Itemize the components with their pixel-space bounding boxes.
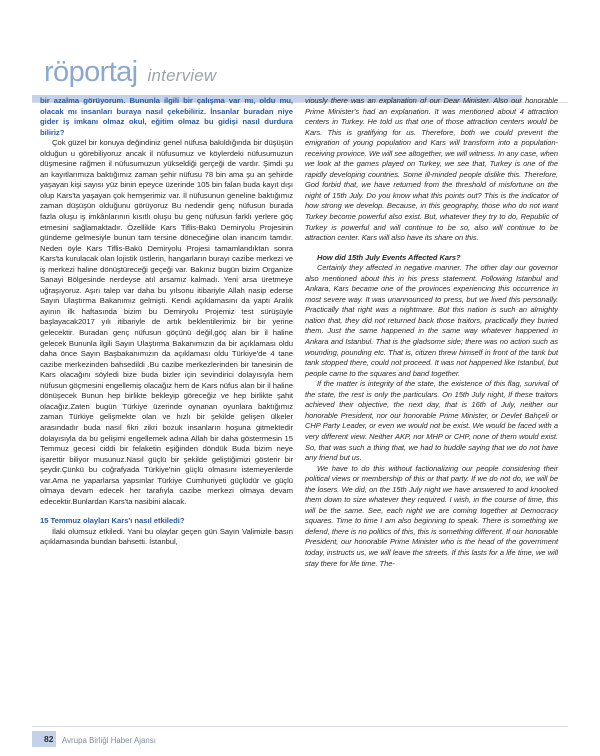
english-question-1: How did 15th July Events Affected Kars? — [317, 252, 461, 262]
english-text-column — [305, 96, 558, 714]
page-number: 82 — [44, 734, 54, 744]
paragraph-spacer — [305, 244, 558, 253]
page-masthead — [0, 28, 600, 88]
turkish-text-column — [40, 96, 293, 714]
footer-divider-line — [32, 726, 568, 727]
turkish-answer-paragraph-2: İlaki olumsuz etkiledi. Yani bu olaylar geçen gün Sayın Valimizle basın açıklamasında bundan bahsetti. İstanbul, — [40, 526, 293, 547]
masthead-text-group — [44, 58, 216, 87]
page-title: röportaj — [44, 56, 138, 88]
english-paragraph-1: viously there was an explanation of our Dear Minister. Also our honorable Prime Minister's had an explanation. It was mentioned about 4 attraction centers in Turkey. He told us that one of those attraction centers would be Kars. This is gratifying for us. Therefore, both we could prevent the emigration of young population and Kars will transform into a population-receiving province. We will see altogether, we will witness. In any case, when we look at the games played on Turkey, we see that, Turkey is one of the rapidly developing countries. Some ill-minded people dislike this. Therefore, God forbid that, we have returned from the threshold of misfortune on the night of 15th July. Do you know what this points out? This is the indicator of how strong we develop. Because, in this geography, those who do not want Turkey become powerful also exist. But, whatever they try to do, Republic of Turkey is powerful and will continue to be so, also will continue to be attraction center. Kars will also have its share on this. — [305, 96, 558, 243]
page-subtitle: interview — [147, 66, 217, 85]
turkish-answer-paragraph-1: Çok güzel bir konuya değindiniz genel nüfusa bakıldığında bir düşüşün olduğun u görebiliyoruz ancak il nüfusumuz ve köylerdeki nüfusumuzun düşmesine rağmen il nüfusumuzun yükseldiği gerçeği de vardır. Şimdi şu an kayıtlarımıza baktığımız zaman şehir nüfusu 78 bin ama şu an şehirde yaşayan kişi sayısı yüz binin epeyce üzerinde 105 bin falan buda kayıt dışı olup Kars'ta yaşayan çok hemşerimiz var. İl nüfusunun geneline baktığımız zaman düşüşün olduğunu görüyoruz Bu nedendir genç nüfusun burada fazla oluşu iş imkânlarının kısıtlı oluşu bu genç nüfusun farklı yerlere göç etmesini sağlamaktadır. Özellikle Kars Tiflis-Bakü Demiryolu Projesinin gündeme gelmesiyle bunun tam tersine döneceğine olan inancım tamdır. Neden öyle Kars Tiflis-Bakü Demiryolu Projesi tamamlandıktan sonra Kars'ta kurulacak olan lojistik üstlerin, hangarların burayı cazibe merkezi ve iş merkezi haline dönüştüreceği geçeği var. Bakınız bugün bizim Organize Sanayi Bölgesinde nerdeyse atıl arsamız kalmadı. Yeni arsa üretmeye uğraşıyoruz. Aşırı talep var daha bu yılsonu itibariyle Allah nasip ederse Sayın Ulaştırma Bakanımız gelmişti. Kendi açıklamasını da yaptı Aralık ayının ilk haftasında bizim bu Demiryolu Projemiz test sürüşüyle başlayacak2017 yılı itibariyle de artık beklentilerimiz bir bir yerine gelecektir. Buradan genç nüfusun göçünü değil,göç alan bir il haline gelecek Bununla ilgili Sayın Ulaştırma Bakanımızın da bir açıklaması oldu daha önce Sayın Başbakanımızın da açıklaması oldu Türkiye'de 4 tane cazibe merkezinden bahsedildi .Bu cazibe merkezlerinden bir tanesinin de Kars olacağını söyledi bize buda bizler için sevindirici dolayısıyla hem nüfusun göçmesini engellemiş olacağız hem de Kars nüfus alan bir il haline dönüşecek Bunun hep birlikte bekleyip göreceğiz ve hep birlikte şahit olacağız.Zaten bugün Türkiye üzerinde oynanan oyunlara baktığımız zaman Türkiye gelişmekte olan ve hızlı bir şekilde gelişen ülkeler arasındadır buda nasıl fikri zikri bozuk insanların hoşuna gitmektedir dolayısıyla da bu gelişimi engellemek adına Allah bir daha göstermesin 15 Temmuz gecesi ciddi bir felaketin eşiğinden döndük Buda bizim neye işarettir biliyor musunuz.Nasıl güçlü bir şekilde geliştiğimizi gösterir bir şeydir.Çünkü bu coğrafyada Türkiye'nin güçlü olmasını istemeyenlerde var.Ama ne yaparlarsa yapsınlar Türkiye Cumhuriyeti güçlüdür ve güçlü olmaya devam edecek her tarafıyla cazibe merkezi olmaya devam edecektir.Bunlardan Kars'ta nasibini alacak. — [40, 138, 293, 506]
publication-name: Avrupa Birliği Haber Ajansı — [62, 735, 156, 745]
turkish-question-2: 15 Temmuz olayları Kars'ı nasıl etkiledi? — [40, 516, 185, 526]
page-footer — [0, 726, 600, 756]
english-paragraph-2: Certainly they affected in negative manner. The other day our governor also mentioned about this in his press statement. Following Istanbul and Ankara, Kars became one of the provinces experiencing this occurrence in most severe way. It was unannounced to press, but we lived this personally. Practically that right was a nightmare. But this nation is such an almighty nation that, they did not returned back those traitors, practically they buried them. Just the same happened in the same way whatever happened in Ankara and Istanbul. That is the gladsome side; there was no action such as wounding, pounding etc. That is, citizen threw himself in front of the tank but tank stopped there, could not proceed. It was not happened like Istanbul, but people came to the squares and band together. — [305, 263, 558, 378]
paragraph-spacer — [40, 507, 293, 516]
turkish-question-intro: bir azalma görüyorum. Bununla ilgili bir çalışma var mı, oldu mu, olacak mı insanları buraya nasıl çekebiliriz. İnsanlar buradan niye gider iş imkanı olmaz okul, eğitim olmaz bu gidişi nasıl durdura biliriz? — [40, 96, 293, 137]
english-paragraph-3: If the matter is integrity of the state, the existence of this flag, survival of the state, the rest is only the particulars. On 15th July night, If these traitors achieved their objective, the next day, that is 16th of July, neither our honorable President, nor our honorable Prime Minister, or Devlet Bahçeli or CHP Party Leader, or even we would not be exist. We would be faced with a very different view. Neither AKP, nor MHP or CHP, none of them would exist. So, that was such a thing that, we had to huddle saying that we do not have any friend but us. — [305, 379, 558, 463]
english-paragraph-4: We have to do this without factionalizing our people considering their political views or membership of this or that party. If we do not do, we will be the losers. We did, on the 15th July night we have answered to and knocked them down to size whatever they required. I wish, in the course of time, this will be the same. See, each night we are coming together at Democracy squares. Time to time I am also beginning to speak. There is something we defend, there is no politics of this, this is something different. If our honorable President, our honorable Prime Minister who is the head of the government today, instructs us, we will leave the streets. If this lasts for a life time, we will stay there for life time. The- — [305, 463, 558, 568]
